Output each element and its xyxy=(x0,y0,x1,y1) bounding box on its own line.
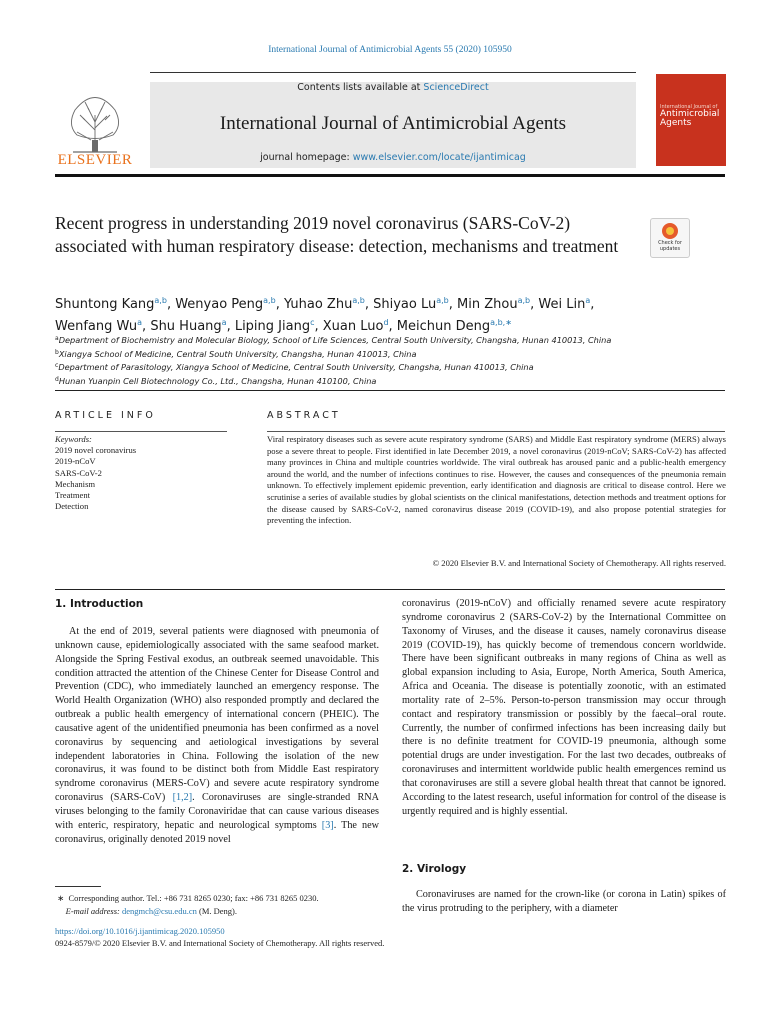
author-email-link[interactable]: dengmch@csu.edu.cn xyxy=(121,905,197,916)
keyword-item: SARS-CoV-2 xyxy=(55,467,102,478)
author-name[interactable]: Shuntong Kang xyxy=(55,297,155,312)
author-affiliation-mark[interactable]: a,b xyxy=(436,296,449,305)
author-name[interactable]: Min Zhou xyxy=(457,297,518,312)
doi-link[interactable]: https://doi.org/10.1016/j.ijantimicag.2020.105950 xyxy=(55,926,225,936)
affiliation-item xyxy=(55,347,735,361)
check-for-updates-button[interactable] xyxy=(650,218,690,258)
affiliation-text: Xiangya School of Medicine, Central South University, Changsha, Hunan 410013, China xyxy=(58,348,417,359)
keywords-block xyxy=(55,434,225,512)
footnote-rule xyxy=(55,886,101,887)
elsevier-wordmark: ELSEVIER xyxy=(57,152,133,168)
journal-homepage-link[interactable]: www.elsevier.com/locate/ijantimicag xyxy=(352,152,526,163)
article-info-divider xyxy=(55,431,227,432)
author-affiliation-mark[interactable]: a xyxy=(221,318,227,327)
affiliation-item xyxy=(55,333,735,347)
affiliation-item xyxy=(55,374,735,388)
author-affiliation-mark[interactable]: d xyxy=(383,318,389,327)
footnote-star: ∗ xyxy=(57,893,65,903)
affiliation-item xyxy=(55,360,735,374)
author-affiliation-mark[interactable]: a xyxy=(585,296,591,305)
keyword-item: Treatment xyxy=(55,490,91,501)
keyword-item: Mechanism xyxy=(55,478,96,489)
author-affiliation-mark[interactable]: a,b,∗ xyxy=(490,318,512,327)
corresponding-author-footnote: ∗ Corresponding author. Tel.: +86 731 8265 0230; fax: +86 731 8265 0230. E-mail address: dengmch@csu.edu.cn (M. Deng). xyxy=(57,893,319,916)
author-affiliation-mark[interactable]: c xyxy=(310,318,315,327)
citation-link[interactable]: [1,2] xyxy=(172,792,193,804)
keyword-item: 2019 novel coronavirus xyxy=(55,445,137,456)
affiliation-mark: a xyxy=(55,335,59,342)
issn-copyright: 0924-8579/© 2020 Elsevier B.V. and International Society of Chemotherapy. All rights reserved. xyxy=(55,938,385,948)
check-updates-label: Check for updates xyxy=(658,240,682,252)
author-name[interactable]: Xuan Luo xyxy=(322,319,384,334)
check-updates-icon-center xyxy=(666,227,674,235)
affiliation-list xyxy=(55,333,735,387)
affiliation-mark: b xyxy=(55,348,59,356)
author-name[interactable]: Wenyao Peng xyxy=(175,297,264,312)
author-name[interactable]: Shu Huang xyxy=(150,319,222,334)
sciencedirect-link[interactable]: ScienceDirect xyxy=(423,82,489,93)
introduction-paragraph: At the end of 2019, several patients were diagnosed with pneumonia of unknown cause, epidemiologically associated with the same seafood market. Alongside the Spring Festival exodus, an outbreak seemed unavoidable. This condition attracted the attention of the Chinese Center for Disease Control and Prevention (CDC), who immediately launched an emergency response. The World Health Organization (WHO) also responded promptly and declared the outbreak a public health emergency of international concern (PHEIC). The causative agent of the unidentified pneumonia has been confirmed as a novel coronavirus by sequencing and aetiological investigations by several independent laboratories in China. Following the isolation of the new coronavirus, it was found to be distinct both from Middle East respiratory syndrome coronavirus (MERS-CoV) and severe acute respiratory syndrome coronavirus (SARS-CoV) [1,2]. Coronaviruses are single-stranded RNA viruses belonging to the family Coronaviridae that can cause various diseases with enteric, respiratory, hepatic and neurological symptoms [3]. The new coronavirus, originally denoted 2019 novel xyxy=(55,626,379,845)
author-affiliation-mark[interactable]: a,b xyxy=(517,296,531,305)
affiliation-text: Department of Parasitology, Xiangya School of Medicine, Central South University, Changsha, Hunan 410013, China xyxy=(58,362,534,372)
author-name[interactable]: Liping Jiang xyxy=(234,319,311,334)
author-affiliation-mark[interactable]: a xyxy=(137,318,143,327)
body-divider xyxy=(55,589,725,590)
contents-availability: Contents lists available at ScienceDirect xyxy=(297,82,489,93)
keyword-item: 2019-nCoV xyxy=(55,456,96,467)
affiliation-divider xyxy=(55,390,725,391)
author-name[interactable]: Wei Lin xyxy=(538,297,586,312)
citation-link[interactable]: [3] xyxy=(321,819,334,831)
journal-title: International Journal of Antimicrobial Agents xyxy=(219,113,567,134)
article-title: Recent progress in understanding 2019 novel coronavirus (SARS-CoV-2) associated with human respiratory disease: detection, mechanisms and treatment xyxy=(55,213,619,256)
section-heading-virology: 2. Virology xyxy=(402,863,467,875)
author-name[interactable]: Meichun Deng xyxy=(396,319,491,334)
keyword-item: Detection xyxy=(55,501,89,512)
abstract-text: Viral respiratory diseases such as severe acute respiratory syndrome (SARS) and Middle East respiratory syndrome (MERS) always pose a severe threat to people. First identified in late December 2019, a novel coronavirus (2019-nCoV; SARS-CoV-2) has affected many provinces in China and multiple countries worldwide. The viral outbreak has aroused panic and a public-health emergency around the world, and the number of infections continues to rise. However, the causes and consequences of the pneumonia remain unknown. To effectively implement epidemic prevention, early identification and diagnosis are critical to disease control. Here we scrutinise a series of available studies by global scientists on the clinical manifestations, detection methods and treatment options for the disease caused by SARS-CoV-2, named coronavirus disease 2019 (COVID-19), and also propose potential strategies for preventing the infection. xyxy=(267,434,726,526)
author-name[interactable]: Wenfang Wu xyxy=(55,319,138,334)
author-name[interactable]: Yuhao Zhu xyxy=(283,297,353,312)
keywords-label: Keywords: xyxy=(55,434,92,444)
affiliation-text: Hunan Yuanpin Cell Biotechnology Co., Ltd., Changsha, Hunan 410100, China xyxy=(58,375,377,386)
cover-title: Antimicrobial Agents xyxy=(660,109,720,128)
author-list: Shuntong Kang$^{a,b}$, Wenyao Peng$^{a,b}$, Yuhao Zhu$^{a,b}$, Shiyao Lu$^{a,b}$, Min Zhou$^{a,b}$, Wei Lin$^a$, Wenfang Wu$^a$, Shu Huang$^a$, Liping Jiang$^c$, Xuan Luo$^d$, Meichun Deng$^{a,b,∗}$ xyxy=(55,296,595,334)
introduction-continuation: coronavirus (2019-nCoV) and officially renamed severe acute respiratory syndrome coronavirus 2 (SARS-CoV-2) by the International Committee on Taxonomy of Viruses, and the disease it causes, namely coronavirus disease 2019 (COVID-19), has quickly become of tremendous concern worldwide. There have been significant outbreaks in many regions of China as well as global expansion including to Asia, Europe, North America, South America, Africa and Oceania. The disease is potentially zoonotic, with an estimated mortality rate of 2–5%. Person-to-person transmission may occur through contact and respiratory transmission or possibly by the faecal–oral route. Currently, the number of confirmed infections has been increasing daily but there is no definite treatment for COVID-19 pneumonia, although some potential drugs are under investigation. For the last two decades, outbreaks of coronaviruses and intermittent worldwide public health emergences remind us that coronaviruses are still a severe global health threat that cannot be ignored. According to the latest research, useful information for control of the disease is urgently required and is highly essential. xyxy=(402,598,726,817)
virology-paragraph: Coronaviruses are named for the crown-like (or corona in Latin) spikes of the virus protruding to the periphery, with a diameter xyxy=(402,889,726,914)
author-affiliation-mark[interactable]: a,b xyxy=(263,296,276,305)
affiliation-mark: d xyxy=(55,375,59,383)
abstract-copyright: © 2020 Elsevier B.V. and International Society of Chemotherapy. All rights reserved. xyxy=(432,558,726,568)
article-info-heading: ARTICLE INFO xyxy=(55,410,156,421)
author-name[interactable]: Shiyao Lu xyxy=(373,297,437,312)
header-top-rule xyxy=(150,72,636,73)
journal-cover-thumbnail[interactable] xyxy=(656,74,726,166)
header-bottom-rule xyxy=(55,174,725,177)
journal-homepage: journal homepage: www.elsevier.com/locate/ijantimicag xyxy=(260,152,526,163)
journal-reference[interactable]: International Journal of Antimicrobial Agents 55 (2020) 105950 xyxy=(268,45,512,55)
author-affiliation-mark[interactable]: a,b xyxy=(154,296,167,305)
cover-subtitle: International Journal of xyxy=(660,104,718,110)
author-affiliation-mark[interactable]: a,b xyxy=(352,296,365,305)
abstract-heading: ABSTRACT xyxy=(267,410,341,421)
affiliation-text: Department of Biochemistry and Molecular Biology, School of Life Sciences, Central South University, Changsha, Hunan 410013, China xyxy=(58,335,612,345)
affiliation-mark: c xyxy=(55,362,59,369)
abstract-divider xyxy=(267,431,725,432)
section-heading-introduction: 1. Introduction xyxy=(55,598,144,610)
